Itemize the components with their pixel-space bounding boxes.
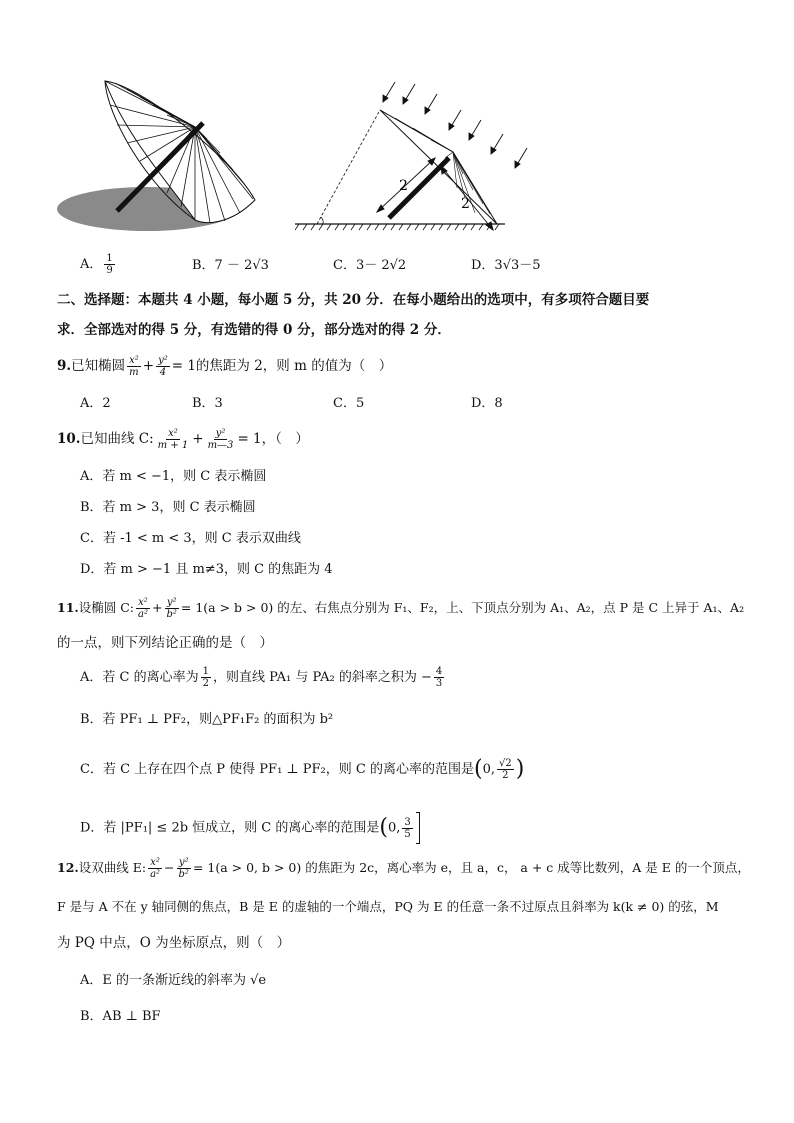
q11-option-a[interactable] <box>80 666 446 689</box>
q10-number: 10. <box>57 431 81 447</box>
q10-option-a[interactable]: A．若 m < −1，则 C 表示椭圆 <box>80 469 267 484</box>
q9-option-c[interactable]: C．5 <box>333 396 365 411</box>
q11-tail: = 1(a > b > 0) 的左、右焦点分别为 F₁、F₂，上、下顶点分别为 A₁、A₂，点 P 是 C 上异于 A₁、A₂ <box>180 600 745 615</box>
q11-stem-line2: 的一点，则下列结论正确的是（ ） <box>57 635 273 651</box>
q11-option-c-zero: 0, <box>482 762 495 777</box>
q8-option-a[interactable] <box>80 253 117 276</box>
q11-option-c-frac: $\frac{√2}{2}$ <box>498 758 512 781</box>
dimension-label-left: 2 <box>399 178 408 194</box>
q9-option-b[interactable]: B．3 <box>192 396 223 411</box>
q11-option-d-left-paren: ( <box>379 815 388 840</box>
q12-stem-line3: 为 PQ 中点，O 为坐标原点，则（ ） <box>57 935 291 951</box>
umbrella-figure <box>55 75 260 235</box>
q10-pre: 已知曲线 C: <box>80 431 154 447</box>
q9-number: 9. <box>57 358 72 374</box>
q8-option-d[interactable]: D．3√3－5 <box>471 258 541 273</box>
q11-number: 11. <box>57 600 79 615</box>
q9-fraction-2: $\frac{\text{y²}}{4}$ <box>158 355 168 378</box>
q12-option-b[interactable]: B．AB ⊥ BF <box>80 1009 161 1024</box>
q11-option-d-zero: 0, <box>387 820 401 836</box>
q11-option-d-pre: D．若 |PF₁| ≤ 2b 恒成立，则 C 的离心率的范围是 <box>80 820 380 836</box>
q11-option-b[interactable]: B．若 PF₁ ⊥ PF₂，则△PF₁F₂ 的面积为 b² <box>80 712 334 727</box>
q9-stem <box>57 355 392 378</box>
q12-pre: 设双曲线 E: <box>78 860 147 875</box>
q9-pre: 已知椭圆 <box>71 358 126 374</box>
q9-tail: = 1的焦距为 2，则 m 的值为（ ） <box>171 358 393 374</box>
q11-option-d-frac: $\frac{3}{5}$ <box>404 816 411 840</box>
q11-fraction-1: $\frac{\text{x²}}{\text{a²}}$ <box>138 597 148 620</box>
q11-option-c-left-paren: ( <box>473 756 483 782</box>
q8-option-b[interactable]: B．7 － 2√3 <box>192 258 269 273</box>
section-heading-line2: 求．全部选对的得 5 分，有选错的得 0 分，部分选对的得 2 分． <box>57 322 451 338</box>
q11-option-a-mid: ，则直线 PA₁ 与 PA₂ 的斜率之积为 − <box>212 670 432 685</box>
q10-option-c[interactable]: C．若 -1 < m < 3，则 C 表示双曲线 <box>80 531 301 546</box>
q11-plus: + <box>151 600 163 615</box>
q11-option-a-frac-2: $\frac{4}{3}$ <box>435 666 443 689</box>
section-heading-line1: 二、选择题：本题共 4 小题，每小题 5 分，共 20 分．在每小题给出的选项中，有多项符合题目要 <box>57 292 650 308</box>
q12-tail: = 1(a > 0, b > 0) 的焦距为 2c，离心率为 e，且 a，c， a + c 成等比数列，A 是 E 的一个顶点， <box>192 860 750 875</box>
q11-option-a-frac-1: $\frac{1}{2}$ <box>202 666 209 689</box>
q12-stem-line2: F 是与 A 不在 y 轴同侧的焦点，B 是 E 的虚轴的一个端点，PQ 为 E 的任意一条不过原点且斜率为 k(k ≠ 0) 的弦，M <box>57 899 719 914</box>
q12-minus: − <box>164 860 175 875</box>
q10-plus: + <box>192 431 204 447</box>
q9-option-d[interactable]: D．8 <box>471 396 503 411</box>
q12-option-a[interactable]: A．E 的一条渐近线的斜率为 √e <box>80 973 267 988</box>
q10-fraction-2: $\frac{\text{y²}}{m—3}$ <box>207 428 234 451</box>
q12-number: 12. <box>57 860 79 875</box>
q11-stem <box>57 597 744 620</box>
shadow-diagram <box>295 78 540 238</box>
q11-option-c[interactable] <box>80 758 524 781</box>
q12-fraction-2: $\frac{\text{y²}}{\text{b²}}$ <box>178 857 189 880</box>
q8-option-a-label: A． <box>80 257 103 272</box>
q8-option-a-fraction: $\frac{1}{9}$ <box>106 253 113 276</box>
q11-pre: 设椭圆 C: <box>78 600 134 615</box>
q12-fraction-1: $\frac{\text{x²}}{\text{a²}}$ <box>150 857 161 880</box>
q12-stem <box>57 857 750 880</box>
q9-option-a[interactable]: A．2 <box>80 396 111 411</box>
q10-tail: = 1，（ ） <box>237 431 309 447</box>
q11-option-c-right-paren: ) <box>515 756 525 782</box>
dimension-label-right: 2 <box>461 196 470 212</box>
q10-option-d[interactable]: D．若 m > −1 且 m≠3，则 C 的焦距为 4 <box>80 562 333 577</box>
q11-option-d-right-bracket <box>416 812 420 844</box>
q10-option-b[interactable]: B．若 m > 3，则 C 表示椭圆 <box>80 500 256 515</box>
q10-fraction-1: $\frac{\text{x²}}{m + 1}$ <box>157 428 189 451</box>
q11-option-a-pre: A．若 C 的离心率为 <box>80 670 199 685</box>
q10-stem <box>57 428 309 451</box>
q11-option-d[interactable] <box>80 812 420 844</box>
q9-fraction-1: $\frac{\text{x²}}{m}$ <box>129 355 139 378</box>
q9-plus: + <box>142 358 155 374</box>
q11-fraction-2: $\frac{\text{y²}}{\text{b²}}$ <box>166 597 177 620</box>
q8-option-c[interactable]: C．3－ 2√2 <box>333 258 407 273</box>
q11-option-c-pre: C．若 C 上存在四个点 P 使得 PF₁ ⊥ PF₂，则 C 的离心率的范围是 <box>80 762 474 777</box>
